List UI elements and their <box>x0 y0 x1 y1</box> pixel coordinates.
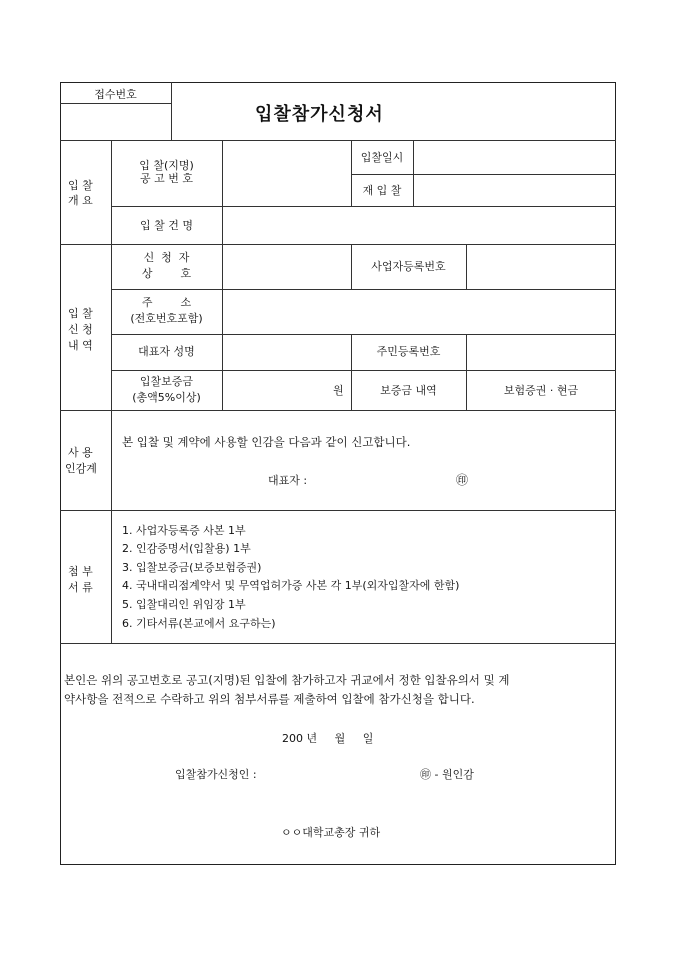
form-title: 입찰참가신청서 <box>255 104 384 125</box>
line-app-row3 <box>111 370 616 371</box>
date-line: 200 년 월 일 <box>282 732 374 745</box>
applicant-seal-text: ㊞ - 원인감 <box>420 768 474 781</box>
line-header-bottom <box>60 140 616 141</box>
bid-notice-label-2: 공 고 번 호 <box>140 172 193 185</box>
bid-datetime-label: 입찰일시 <box>360 151 404 164</box>
line-app-row1 <box>111 289 616 290</box>
attachment-item-1: 1. 사업자등록증 사본 1부 <box>122 524 246 537</box>
won-unit: 원 <box>333 384 344 397</box>
line-receipt-divider <box>60 103 171 104</box>
applicant-label-2: 상 호 <box>141 267 192 280</box>
line-overview-mid <box>111 206 616 207</box>
bid-notice-label-1: 입 찰(지명) <box>139 159 194 172</box>
line-overview-value-col <box>413 140 414 206</box>
attachment-item-2: 2. 인감증명서(입찰용) 1부 <box>122 542 251 555</box>
attach-section-label-1: 첨 부 <box>68 565 93 578</box>
attachment-item-4: 4. 국내대리점계약서 및 무역업허가증 사본 각 1부(외자입찰자에 한함) <box>122 579 460 592</box>
line-label-col <box>222 140 223 410</box>
line-bid-datetime-bottom <box>351 174 616 175</box>
line-attach-bottom <box>60 643 616 644</box>
rep-name-label: 대표자 성명 <box>138 345 195 358</box>
seal-section-label-1: 사 용 <box>68 446 93 459</box>
representative-label: 대표자 : <box>268 474 308 487</box>
addressee: ㅇㅇ대학교총장 귀하 <box>281 826 381 839</box>
seal-statement: 본 입찰 및 계약에 사용할 인감을 다음과 같이 신고합니다. <box>122 435 411 449</box>
deposit-label-1: 입찰보증금 <box>139 375 194 388</box>
deposit-detail-value: 보험증권 · 현금 <box>503 384 579 397</box>
line-app-row2 <box>111 334 616 335</box>
rebid-label: 재 입 찰 <box>362 184 402 197</box>
declaration-line-1: 본인은 위의 공고번호로 공고(지명)된 입찰에 참가하고자 귀교에서 정한 입찰유의서 및 계 <box>64 673 510 687</box>
deposit-label-2: (총액5%이상) <box>132 391 201 404</box>
overview-section-label-2: 개 요 <box>68 194 93 207</box>
seal-mark: ㊞ <box>456 473 469 487</box>
attach-section-label-2: 서 류 <box>68 581 93 594</box>
resident-no-label: 주민등록번호 <box>376 345 441 358</box>
applicant-signature-label: 입찰참가신청인 : <box>175 768 257 781</box>
bid-item-label: 입 찰 건 명 <box>140 219 193 232</box>
attachment-item-5: 5. 입찰대리인 위임장 1부 <box>122 598 246 611</box>
attachment-item-3: 3. 입찰보증금(보증보험증권) <box>122 561 262 574</box>
attachment-item-6: 6. 기타서류(본교에서 요구하는) <box>122 617 276 630</box>
bid-application-form <box>60 82 616 865</box>
line-overview-bottom <box>60 244 616 245</box>
line-app-col4 <box>466 334 467 410</box>
deposit-detail-label: 보증금 내역 <box>380 384 437 397</box>
line-app-bottom <box>60 410 616 411</box>
line-app-col2 <box>466 244 467 289</box>
overview-section-label-1: 입 찰 <box>68 179 93 192</box>
biz-reg-no-label: 사업자등록번호 <box>371 260 446 273</box>
applicant-label-1: 신 청 자 <box>143 251 190 264</box>
address-label-2: (전호번호포함) <box>130 312 203 325</box>
app-section-label-2: 신 청 <box>68 323 93 336</box>
address-label-1: 주 소 <box>141 296 192 309</box>
line-seal-bottom <box>60 510 616 511</box>
seal-section-label-2: 인감계 <box>65 462 97 475</box>
app-section-label-1: 입 찰 <box>68 307 93 320</box>
declaration-line-2: 약사항을 전적으로 수락하고 위의 첨부서류를 제출하여 입찰에 참가신청을 합니다. <box>64 692 475 706</box>
app-section-label-3: 내 역 <box>68 339 93 352</box>
receipt-no-label: 접수번호 <box>94 88 137 101</box>
line-receipt-right <box>171 82 172 140</box>
